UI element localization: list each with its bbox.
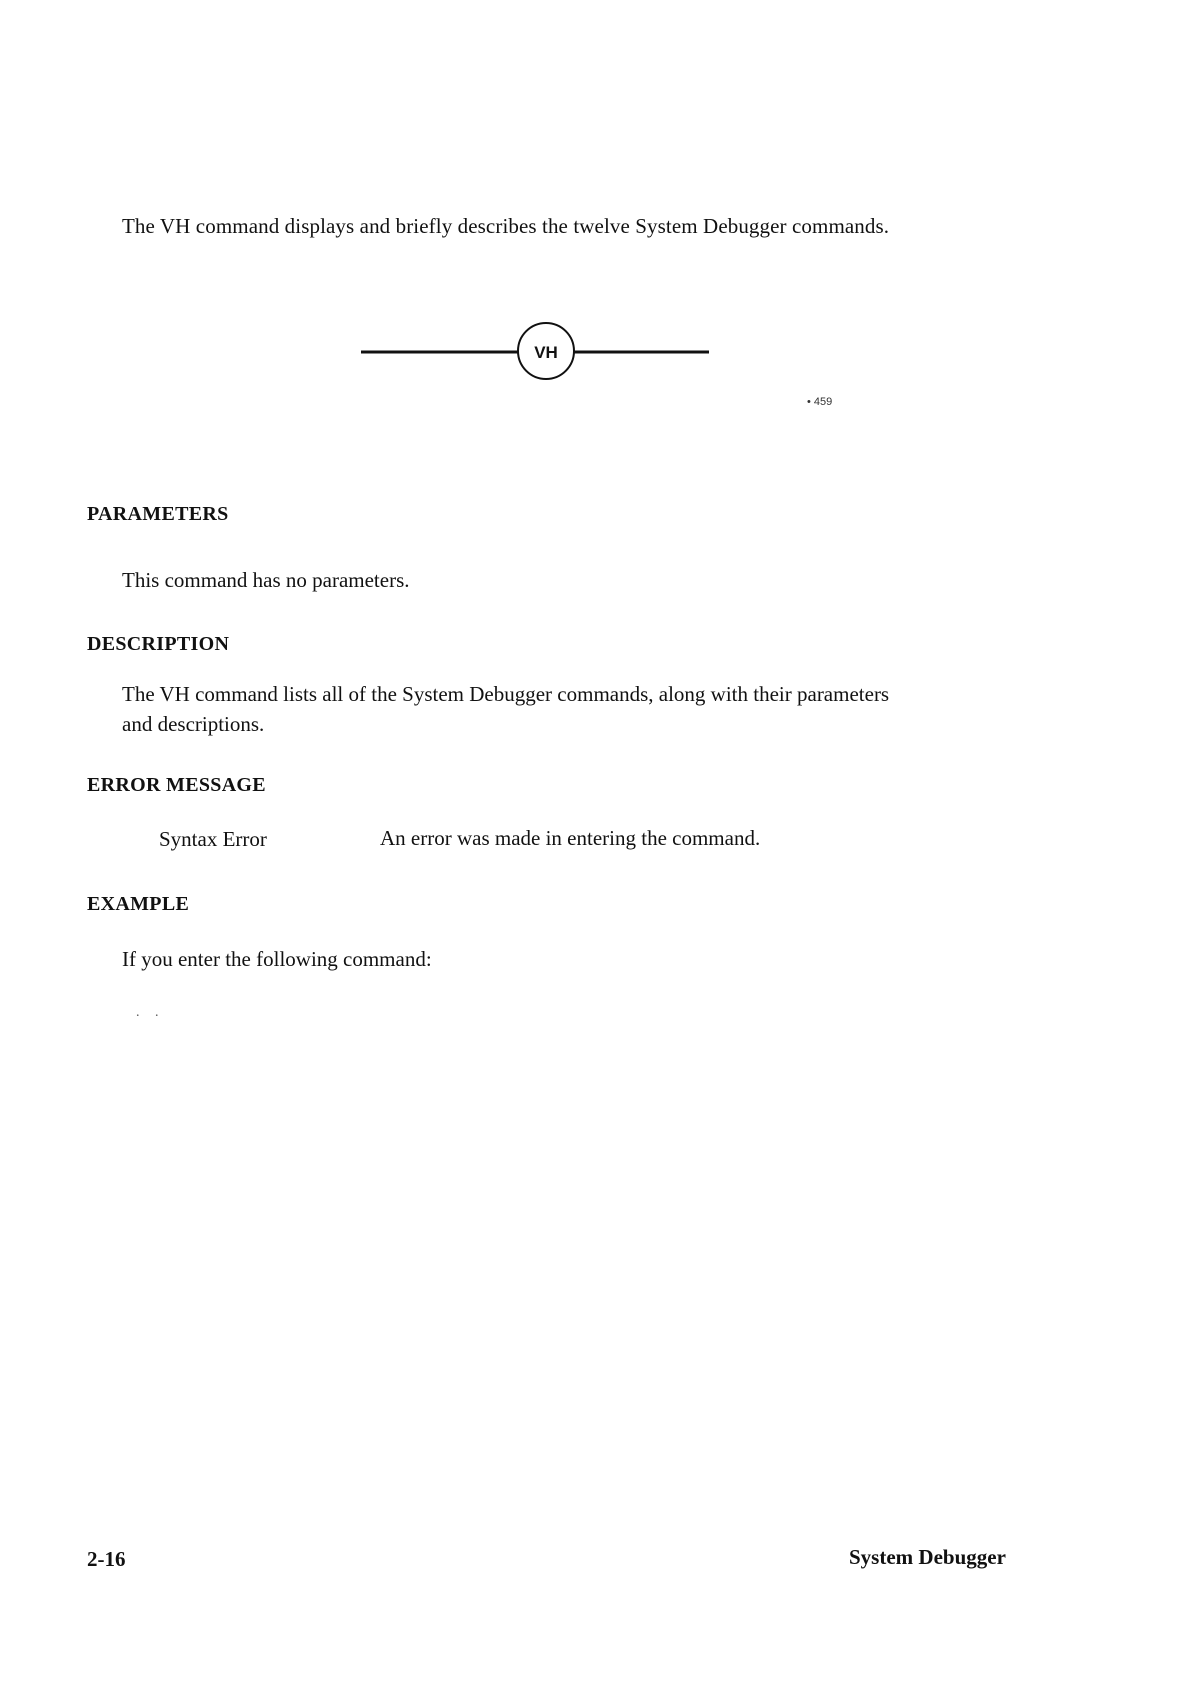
example-heading: EXAMPLE xyxy=(87,893,190,915)
footer-section-title: System Debugger xyxy=(849,1545,1006,1569)
parameters-text: This command has no parameters. xyxy=(122,568,410,592)
error-term: Syntax Error xyxy=(159,827,267,851)
description-line-2: and descriptions. xyxy=(122,712,265,736)
description-line-1: The VH command lists all of the System Debugger commands, along with their parameters xyxy=(122,682,890,706)
error-message-heading: ERROR MESSAGE xyxy=(87,774,266,796)
figure-number-bullet: • xyxy=(807,396,814,408)
figure-number xyxy=(807,396,832,408)
parameters-heading: PARAMETERS xyxy=(87,503,229,525)
error-definition: An error was made in entering the command. xyxy=(380,826,761,850)
example-dots: . . xyxy=(136,1005,165,1020)
description-heading: DESCRIPTION xyxy=(87,633,230,655)
syntax-diagram xyxy=(355,312,715,392)
syntax-command-label: VH xyxy=(534,343,558,362)
intro-paragraph: The VH command displays and briefly describes the twelve System Debugger commands. xyxy=(122,214,890,238)
page-number: 2-16 xyxy=(87,1547,126,1571)
example-text: If you enter the following command: xyxy=(122,947,432,971)
figure-number-value: 459 xyxy=(813,396,833,408)
